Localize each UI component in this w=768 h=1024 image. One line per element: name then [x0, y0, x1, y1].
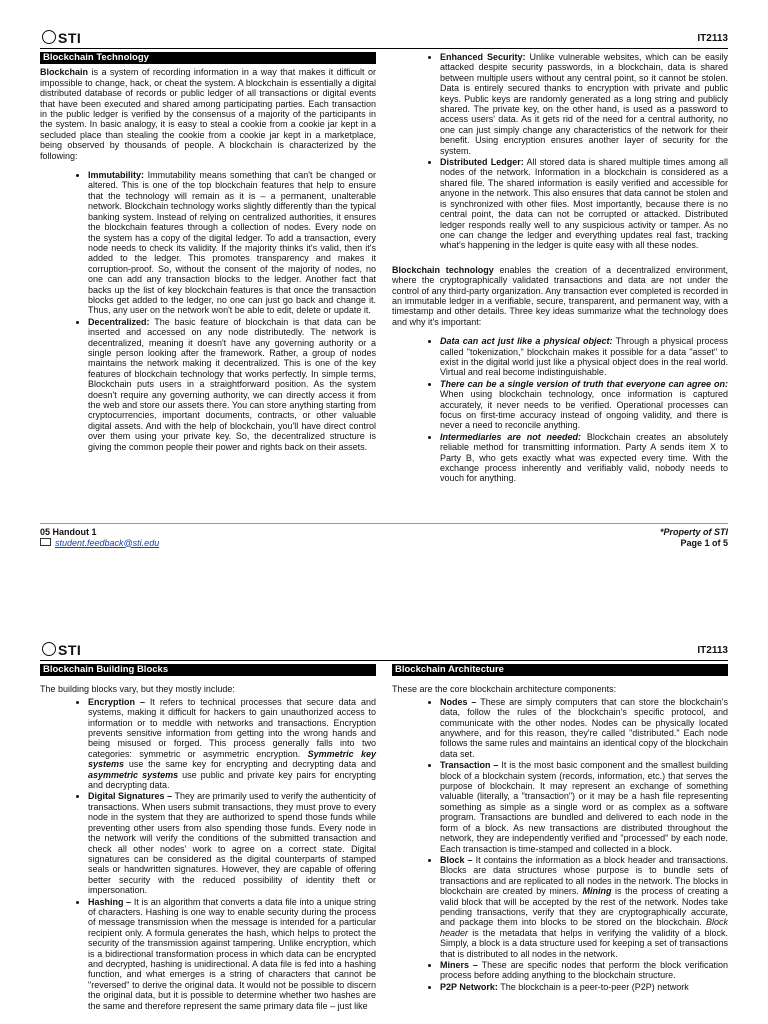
- page-footer: [40, 523, 728, 557]
- section-title: Blockchain Building Blocks: [40, 664, 376, 676]
- list-item: • Transaction – It is the most basic component and the smallest building block of a blockchain system (records, information, etc.) that serves the purpose of blockchain. It may represent an exchange of something valuable (literally, a "transaction") or it may be a hash file representing something as simple as a single word or as complex as a software program. Transactions are bundled and delivered to each node in the form of a block. As new transactions are distributed throughout the network, they are independently verified and "processed" by each node. Each transaction is time-stamped and collected in a block.: [440, 760, 728, 854]
- list-item: • Immutability: Immutability means something that can't be changed or altered. This is one of the top blockchain features that help to ensure that the technology will remain as it is – a permanent, unalterable network. Blockchain technology works slightly differently than the typical banking system. Instead of relying on centralized authorities, it ensures the blockchain features through a collection of nodes. Every node on the system has a copy of the digital ledger. To add a transaction, every node needs to check its validity. If the majority thinks it's valid, then it's added to the ledger. This promotes transparency and makes it corruption-proof. So, without the consent of the majority of nodes, no one can add any transaction blocks to the ledger. Another fact that backs up the list of key blockchain features is that once the transaction blocks get added to the ledger, no one can just go back and change it. Thus, any user on the network won't be able to edit, delete or update it.: [88, 170, 376, 316]
- property-label: *Property of STI: [659, 527, 728, 537]
- key-ideas-list: [392, 336, 728, 484]
- feedback-email-link[interactable]: student.feedback@sti.edu: [55, 537, 160, 548]
- list-item: • Enhanced Security: Unlike vulnerable websites, which can be easily attacked despite security passwords, in a blockchain, data is shared between multiple users without any central point, so it cannot be stolen. Data is entirely secured thanks to encryption with private and public keys. Public keys are randomly generated as a long string and publicly shared. The private key, on the other hand, is used as a password to access users' data. As it gets rid of the need for a central authority, no one can just simply change any characteristics of the network for their benefit. Using encryption ensures another layer of security for the system.: [440, 52, 728, 156]
- list-item: • Decentralized: The basic feature of blockchain is that data can be inserted and accessed on any node distributedly. The network is decentralized, meaning it doesn't have any governing authority or a single person looking after the framework. Rather, a group of nodes maintains the network making it decentralized. This is one of the key features of blockchain technology that works perfectly. In simple terms, Blockchain puts users in a straightforward position. As the system doesn't require any governing authority, we can directly access it from the web and store our assets there. You can store anything starting from cryptocurrencies, important documents, contracts, or other valuable digital assets. And with the help of blockchain, you'll have direct control over them using your private key. So, the decentralized structure is giving the common people their power and rights back on their assets.: [88, 317, 376, 452]
- intro-paragraph: The building blocks vary, but they mostly include:: [40, 684, 235, 695]
- list-item: • Hashing – It is an algorithm that converts a data file into a unique string of characters. Hashing is one way to enable security during the process of message transmission when the message is intended for a particular recipient only. A formula generates the hash, which helps to protect the security of the transmission against tampering. Unlike encryption, which is a bidirectional transformation process in which data can be encrypted and decrypted, hashing is unidirectional. A data file is fed into a hashing function, and what emerges is a string of characters that cannot be "reversed" to derive the original data. It would not be possible to discern the original data, but it is possible to determine whether two hashes are the same and therefore represent the same primary data file – just like: [88, 897, 376, 1011]
- course-code: IT2113: [697, 645, 728, 656]
- feature-list-left: [40, 170, 376, 452]
- page1-left-column: [40, 50, 376, 460]
- list-item: • Encryption – It refers to technical processes that secure data and systems, making it difficult for hackers to gain unauthorized access to information or to meddle with networks and transactions. Encryption prevents sensitive information from getting into the wrong hands and being misused or forged. This process generally falls into two categories: symmetric or asymmetric encryption. Symmetric key systems use the same key for encrypting and decrypting data and asymmetric systems use public and private key pairs for encrypting and decrypting data.: [88, 697, 376, 791]
- architecture-list: [392, 697, 728, 992]
- section-title: Blockchain Architecture: [392, 664, 728, 676]
- page2-right-column: [392, 662, 728, 1000]
- technology-paragraph: Blockchain technology enables the creation of a decentralized environment, where the cryptographically validated transactions and data are not under the control of any third-party organization. Any transaction ever completed is recorded in an immutable ledger in a verifiable, secure, transparent, and permanent way, with a timestamp and other details. Three key ideas summarize what the technology does and why it's important:: [392, 264, 728, 327]
- list-item: • Block – It contains the information as a block header and transactions. Blocks are data structures whose purpose is to bundle sets of transactions and are replicated to all nodes in the network. The blocks in blockchain are created by miners. Mining is the process of creating a valid block that will be accepted by the rest of the network. Nodes take pending transactions, verify that they are cryptographically accurate, and package them into blocks to be stored on the blockchain. Block header is the metadata that helps in verifying the validity of a block. Simply, a block is a data structure used for keeping a set of transactions that is distributed to all nodes in the network.: [440, 855, 728, 959]
- handout-page-2: [0, 612, 768, 1024]
- handout-label: 05 Handout 1: [40, 527, 97, 537]
- course-code: IT2113: [697, 33, 728, 44]
- building-blocks-list: [40, 697, 376, 1011]
- list-item: • Digital Signatures – They are primarily used to verify the authenticity of transactions. When users submit transactions, they must prove to every node in the system that they are authorized to spend those funds while preventing other users from also spending those funds. Every node in the network will verify the conditions of the submitted transaction and check all other nodes' work to agree on a correct state. Digital signatures can be considered as the digital counterparts of stamped seals or handwritten signatures. However, they are capable of offering better security with the reduced possibility of identity theft or impersonation.: [88, 791, 376, 895]
- sti-logo: STI: [42, 642, 81, 658]
- page-header: [40, 30, 728, 49]
- feature-list-right: [392, 52, 728, 251]
- list-item: • Data can act just like a physical object: Through a physical process called "tokenization," blockchain makes it possible for a data "asset" to exist in the digital world just like a physical object does in the real world. Virtual and real become indistinguishable.: [440, 336, 728, 378]
- list-item: • Intermediaries are not needed: Blockchain creates an absolutely reliable method for transmitting information. Party A sends item X to Party B, who gets exactly what was expected every time. With the exchange process inherently and verifiably valid, nobody needs to vouch for anything.: [440, 432, 728, 484]
- list-item: • There can be a single version of truth that everyone can agree on: When using blockchain technology, once information is captured accurately, it never needs to be verified. Operational processes can focus on first-time accuracy instead of ongoing validity, and there is never a need to reconcile anything.: [440, 379, 728, 431]
- list-item: • Distributed Ledger: All stored data is shared multiple times among all nodes of the network. Information in a blockchain is considered as a shared file. The shared information is easily verified and accessible for anyone in the network. This also ensures that data cannot be stolen and is synchronized with other files. Most importantly, because there is no central point, the data can not be corrupted or attacked. Distributed ledger responds really well to any suspicious activity or tamper. As no one can change the ledger and everything updates real fast, tracking what's happening in the ledger is quite easy with all these nodes.: [440, 157, 728, 251]
- page-header: [40, 642, 728, 661]
- list-item: • Miners – These are specific nodes that perform the block verification process before adding anything to the blockchain structure.: [440, 960, 728, 981]
- page-number: Page 1 of 5: [680, 537, 728, 548]
- list-item: • P2P Network: The blockchain is a peer-to-peer (P2P) network: [440, 982, 728, 992]
- envelope-icon: [40, 538, 51, 546]
- sti-logo-icon: [42, 30, 56, 44]
- intro-paragraph: Blockchain is a system of recording information in a way that makes it difficult or impossible to change, hack, or cheat the system. A blockchain is essentially a digital distributed database of records or public ledger of all transactions or digital events that have been executed and shared among participating parties. Each transaction in the public ledger is verified by the consensus of a majority of the participants in the system. In basic analogy, it is easy to steal a cookie from a cookie jar kept in a secluded place than stealing the cookie from a cookie jar kept in a marketplace, being observed by thousands of people. A blockchain is characterized by the following:: [40, 67, 376, 161]
- intro-paragraph: These are the core blockchain architecture components:: [392, 684, 617, 695]
- page2-left-column: [40, 662, 376, 1019]
- list-item: • Nodes – These are simply computers that can store the blockchain's data, follow the rules of the blockchain's specific protocol, and communicate with the other nodes. Nodes can be physically located anywhere, and for this reason, they're called "distributed." Each node follows the same rules and maintains an identical copy of the blockchain data set.: [440, 697, 728, 759]
- sti-logo: STI: [42, 30, 81, 46]
- section-title: Blockchain Technology: [40, 52, 376, 64]
- page-gap: [0, 560, 768, 612]
- page1-right-column: [392, 52, 728, 492]
- sti-logo-icon: [42, 642, 56, 656]
